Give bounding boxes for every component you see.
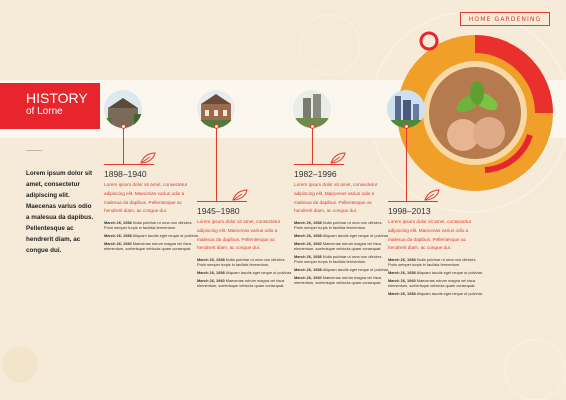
entry-text: Nulla pulvinar ut urna non ultricies. Proin semper turpis in facilisis fermentum. xyxy=(294,254,383,265)
list-item xyxy=(197,257,292,267)
page-subtitle: of Lorne xyxy=(26,106,63,117)
entry-date: March 26, 1938 xyxy=(388,291,416,297)
list-item xyxy=(388,257,483,267)
entry-date: March 26, 1940 xyxy=(294,241,322,247)
entry-date: March 26, 1938 xyxy=(197,257,225,263)
era-years: 1982–1996 xyxy=(294,169,337,179)
leaf-icon xyxy=(330,152,346,164)
entry-text: Aliquam iaculis eget neque ut pulvinar. xyxy=(132,233,199,239)
list-item xyxy=(294,220,389,230)
era-summary: Lorem ipsum dolor sit amet, consectetur adipiscing elit. Maecenas varius odio a malesua da dapibus. Pellentesque ac hendrerit diam, ac congue dui. xyxy=(104,182,188,214)
list-item xyxy=(388,270,483,275)
entry-date: March 26, 1938 xyxy=(388,257,416,263)
era-block xyxy=(388,206,483,299)
era-block xyxy=(294,169,389,288)
timeline-line xyxy=(123,129,124,164)
era-summary: Lorem ipsum dolor sit amet, consectetur adipiscing elit. Maecenas varius odio a malesua da dapibus. Pellentesque ac hendrerit diam, ac congue dui. xyxy=(294,182,378,214)
era-entries xyxy=(197,257,292,288)
leaf-icon xyxy=(232,189,248,201)
list-item xyxy=(294,267,389,272)
entry-text: Maecenas rutrum magna vel risus elementum, scelerisque vehicula quam consequat. xyxy=(294,241,382,252)
era-entries xyxy=(294,220,389,285)
entry-text: Nulla pulvinar ut urna non ultricies. Proin semper turpis in facilisis fermentum. xyxy=(104,220,193,231)
list-item xyxy=(104,220,199,230)
brand-label: HOME GARDENING xyxy=(460,12,550,26)
entry-text: Nulla pulvinar ut urna non ultricies. Proin semper turpis in facilisis fermentum. xyxy=(388,257,477,268)
entry-text: Aliquam iaculis eget neque ut pulvinar. xyxy=(225,270,292,276)
list-item xyxy=(388,278,483,288)
page-title: HISTORY xyxy=(26,90,88,106)
era-entries xyxy=(104,220,199,251)
connector xyxy=(104,164,154,165)
intro-text: Lorem ipsum dolor sit amet, consectetur adipiscing elit. Maecenas varius odio a malesua da dapibus. Pellentesque ac hendrerit diam, ac congue dui. xyxy=(26,170,94,254)
entry-text: Nulla pulvinar ut urna non ultricies. Proin semper turpis in facilisis fermentum. xyxy=(294,220,383,231)
photo-1998 xyxy=(387,90,425,128)
leaf-icon xyxy=(424,189,440,201)
era-block xyxy=(197,206,292,291)
entry-text: Aliquam iaculis eget neque ut pulvinar. xyxy=(416,291,483,297)
entry-text: Maecenas rutrum magna vel risus elementum, scelerisque vehicula quam consequat. xyxy=(388,278,476,289)
era-years: 1945–1980 xyxy=(197,206,240,216)
list-item xyxy=(104,241,199,251)
entry-date: March 26, 1938 xyxy=(104,220,132,226)
list-item xyxy=(294,275,389,285)
entry-text: Maecenas rutrum magna vel risus elementum, scelerisque vehicula quam consequat. xyxy=(104,241,192,252)
history-header xyxy=(0,83,100,129)
list-item xyxy=(197,278,292,288)
entry-text: Aliquam iaculis eget neque ut pulvinar. xyxy=(416,270,483,276)
connector xyxy=(294,164,344,165)
entry-date: March 26, 1940 xyxy=(197,278,225,284)
list-item xyxy=(294,254,389,264)
entry-date: March 26, 1938 xyxy=(197,270,225,276)
entry-date: March 26, 1940 xyxy=(388,278,416,284)
connector xyxy=(197,201,247,202)
list-item xyxy=(294,241,389,251)
photo-1982 xyxy=(293,90,331,128)
era-summary: Lorem ipsum dolor sit amet, consectetur adipiscing elit. Maecenas varius odio a malesua da dapibus. Pellentesque ac hendrerit diam, ac congue dui. xyxy=(197,219,281,251)
era-years: 1898–1940 xyxy=(104,169,147,179)
era-entries xyxy=(388,257,483,296)
leaf-icon xyxy=(140,152,156,164)
entry-date: March 26, 1940 xyxy=(104,241,132,247)
entry-text: Maecenas rutrum magna vel risus elementum, scelerisque vehicula quam consequat. xyxy=(294,275,382,286)
list-item xyxy=(388,291,483,296)
list-item xyxy=(294,233,389,238)
entry-text: Nulla pulvinar ut urna non ultricies. Proin semper turpis in facilisis fermentum. xyxy=(197,257,286,268)
entry-date: March 26, 1938 xyxy=(104,233,132,239)
list-item xyxy=(104,233,199,238)
entry-date: March 26, 1938 xyxy=(388,270,416,276)
entry-text: Aliquam iaculis eget neque ut pulvinar. xyxy=(322,267,389,273)
entry-date: March 26, 1938 xyxy=(294,220,322,226)
entry-date: March 26, 1938 xyxy=(294,267,322,273)
list-item xyxy=(197,270,292,275)
entry-date: March 26, 1938 xyxy=(294,254,322,260)
timeline-line xyxy=(406,129,407,201)
timeline-line xyxy=(312,129,313,164)
photo-1945 xyxy=(197,90,235,128)
era-summary: Lorem ipsum dolor sit amet, consectetur adipiscing elit. Maecenas varius odio a malesua da dapibus. Pellentesque ac hendrerit diam, ac congue dui. xyxy=(388,219,472,251)
photo-1898 xyxy=(104,90,142,128)
entry-date: March 26, 1938 xyxy=(294,233,322,239)
entry-text: Aliquam iaculis eget neque ut pulvinar. xyxy=(322,233,389,239)
entry-text: Maecenas rutrum magna vel risus elementum, scelerisque vehicula quam consequat. xyxy=(197,278,285,289)
timeline-line xyxy=(216,129,217,201)
divider xyxy=(26,150,42,151)
connector xyxy=(388,201,438,202)
era-years: 1998–2013 xyxy=(388,206,431,216)
entry-date: March 26, 1940 xyxy=(294,275,322,281)
era-block xyxy=(104,169,199,254)
